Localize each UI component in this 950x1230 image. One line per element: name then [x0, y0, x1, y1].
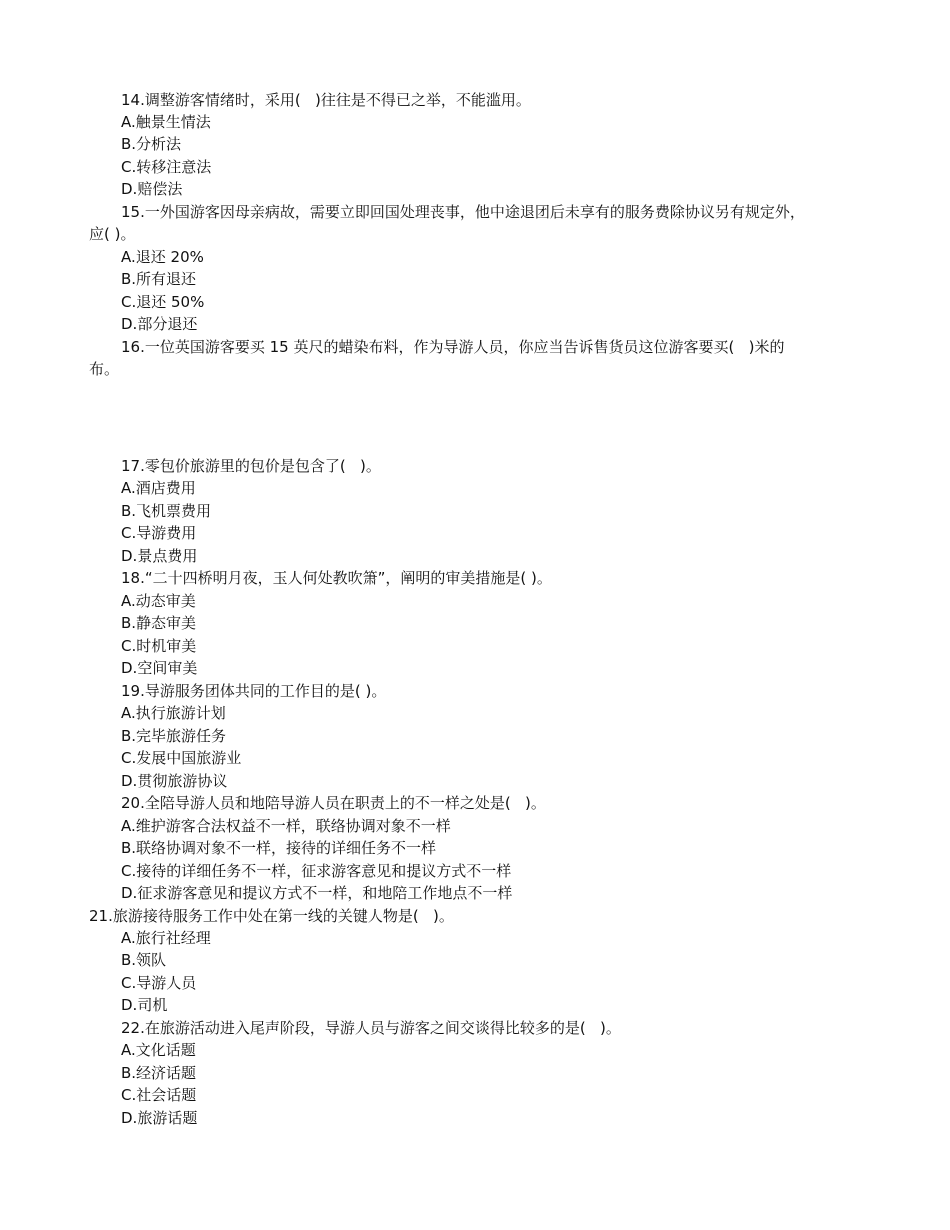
- question-17-option-b: B.飞机票费用: [121, 502, 212, 520]
- question-14-option-b: B.分析法: [121, 135, 182, 153]
- question-22-option-a: A.文化话题: [121, 1041, 196, 1059]
- question-21-stem: 21.旅游接待服务工作中处在第一线的关键人物是( )。: [89, 907, 454, 925]
- question-19-option-a: A.执行旅游计划: [121, 704, 226, 722]
- question-17-option-d: D.景点费用: [121, 547, 198, 565]
- question-14-option-c: C.转移注意法: [121, 158, 212, 176]
- question-19-option-c: C.发展中国旅游业: [121, 749, 242, 767]
- question-20-option-a: A.维护游客合法权益不一样，联络协调对象不一样: [121, 817, 451, 835]
- question-22-stem: 22.在旅游活动进入尾声阶段，导游人员与游客之间交谈得比较多的是( )。: [121, 1019, 621, 1037]
- question-20-option-c: C.接待的详细任务不一样，征求游客意见和提议方式不一样: [121, 862, 512, 880]
- question-16-stem: 16.一位英国游客要买 15 英尺的蜡染布料，作为导游人员，你应当告诉售货员这位游客要买( )米的: [121, 338, 785, 356]
- question-17-option-a: A.酒店费用: [121, 479, 196, 497]
- question-14-option-d: D.赔偿法: [121, 180, 183, 198]
- question-18-option-d: D.空间审美: [121, 659, 198, 677]
- question-19-stem: 19.导游服务团体共同的工作目的是( )。: [121, 682, 387, 700]
- question-18-option-a: A.动态审美: [121, 592, 196, 610]
- question-18-option-b: B.静态审美: [121, 614, 197, 632]
- question-18-stem: 18.“二十四桥明月夜，玉人何处教吹箫”，阐明的审美措施是( )。: [121, 569, 552, 587]
- question-21-option-d: D.司机: [121, 996, 168, 1014]
- question-15-stem-continued: 应( )。: [89, 225, 136, 243]
- question-15-option-a: A.退还 20%: [121, 248, 204, 266]
- question-16-stem-continued: 布。: [89, 360, 120, 378]
- question-21-option-c: C.导游人员: [121, 974, 197, 992]
- question-20-stem: 20.全陪导游人员和地陪导游人员在职责上的不一样之处是( )。: [121, 794, 546, 812]
- question-17-option-c: C.导游费用: [121, 524, 197, 542]
- question-19-option-d: D.贯彻旅游协议: [121, 772, 228, 790]
- question-20-option-b: B.联络协调对象不一样，接待的详细任务不一样: [121, 839, 437, 857]
- question-22-option-b: B.经济话题: [121, 1064, 197, 1082]
- question-15-option-c: C.退还 50%: [121, 293, 205, 311]
- question-15-stem: 15.一外国游客因母亲病故，需要立即回国处理丧事，他中途退团后未享有的服务费除协议另有规定外，: [121, 203, 805, 221]
- question-22-option-d: D.旅游话题: [121, 1109, 198, 1127]
- question-19-option-b: B.完毕旅游任务: [121, 727, 227, 745]
- question-21-option-b: B.领队: [121, 951, 167, 969]
- question-17-stem: 17.零包价旅游里的包价是包含了( )。: [121, 457, 381, 475]
- question-21-option-a: A.旅行社经理: [121, 929, 211, 947]
- question-18-option-c: C.时机审美: [121, 637, 197, 655]
- question-14-stem: 14.调整游客情绪时，采用( )往往是不得已之举，不能滥用。: [121, 91, 531, 109]
- question-22-option-c: C.社会话题: [121, 1086, 197, 1104]
- question-15-option-b: B.所有退还: [121, 270, 197, 288]
- question-14-option-a: A.触景生情法: [121, 113, 211, 131]
- question-20-option-d: D.征求游客意见和提议方式不一样，和地陪工作地点不一样: [121, 884, 513, 902]
- question-15-option-d: D.部分退还: [121, 315, 198, 333]
